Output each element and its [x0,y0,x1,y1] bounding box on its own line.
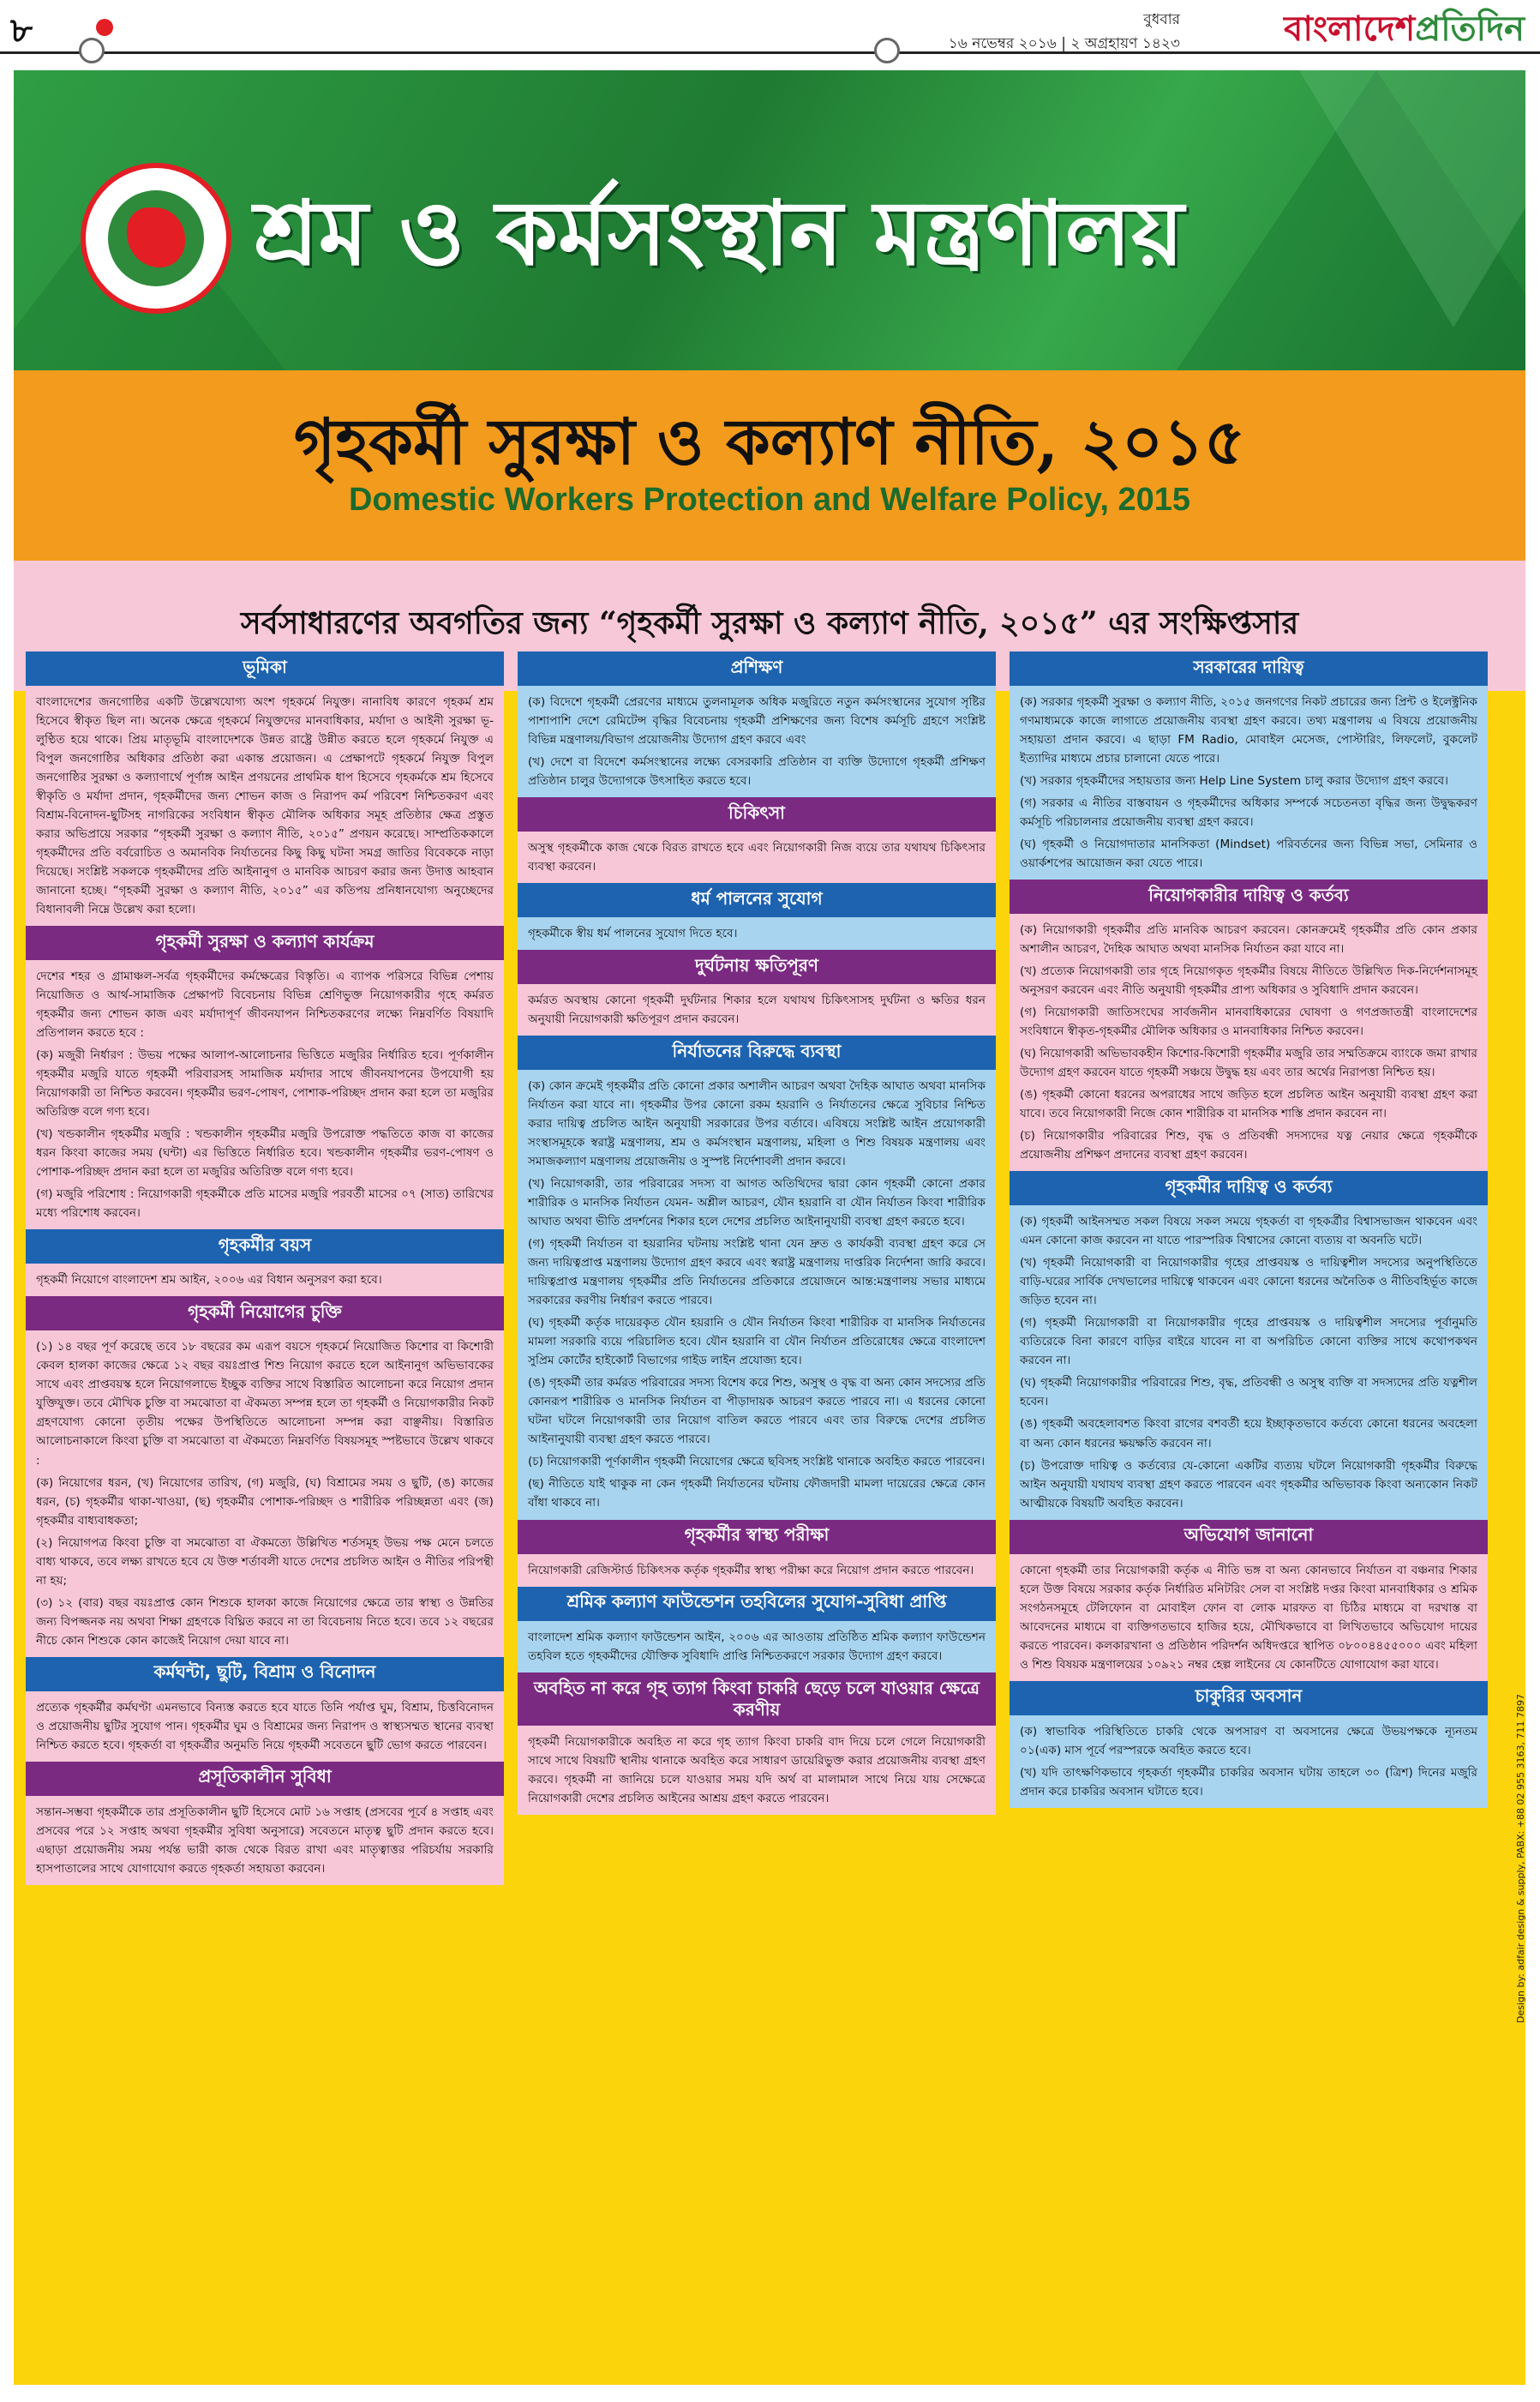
section-heading: গৃহকর্মী সুরক্ষা ও কল্যাণ কার্যক্রম [26,926,504,960]
section-heading: দুর্ঘটনায় ক্ষতিপূরণ [518,950,996,984]
issue-date: ১৬ নভেম্বর ২০১৬ | ২ অগ্রহায়ণ ১৪২৩ [948,35,1180,52]
section-paragraph: (ঘ) গৃহকর্মী কর্তৃক দায়েরকৃত যৌন হয়রানি ও যৌন নির্যাতন কিংবা শারীরিক বা মানসিক নির্যাতনের মামলা সরকারি ব্যয়ে পরিচালিত হবে। যৌন হয়রানি বা যৌন নির্যাতন প্রতিরোধের ক্ষেত্রে বাংলাদেশ সুপ্রিম কোর্টের হাইকোর্ট বিভাগের গাইড লাইন প্রযোজ্য হবে। [528,1316,986,1368]
section-heading: কর্মঘন্টা, ছুটি, বিশ্রাম ও বিনোদন [26,1657,504,1691]
section-body [518,686,996,797]
section-heading: সরকারের দায়িত্ব [1010,652,1488,686]
seal-center [108,190,204,286]
ministry-header [14,70,1525,370]
section-paragraph: (ক) নিয়োগের ধরন, (খ) নিয়োগের তারিখ, (গ) মজুরি, (ঘ) বিশ্রামের সময় ও ছুটি, (ঙ) কাজের ধরন, (চ) গৃহকর্মীর থাকা-খাওয়া, (ছ) গৃহকর্মীর পোশাক-পরিচ্ছদ ও শারীরিক পরিচ্ছন্নতা এবং (জ) গৃহকর্মীর বাধ্যবাধকতা; [36,1475,494,1528]
section-paragraph: (ঘ) নিয়োগকারী অভিভাবকহীন কিশোর-কিশোরী গৃহকর্মীর মজুরি তার সম্মতিক্রমে ব্যাংকে জমা রাখার উদ্যোগ গ্রহণ করবেন যাতে গৃহকর্মী সঞ্চয়ে উদ্বুদ্ধ হয় এবং তার অর্থের নিরাপত্তা নিশ্চিত হয়। [1020,1047,1478,1080]
summary-heading: সর্বসাধারণের অবগতির জন্য “গৃহকর্মী সুরক্ষা ও কল্যাণ নীতি, ২০১৫” এর সংক্ষিপ্তসার [240,605,1299,641]
section-paragraph: (ঘ) গৃহকর্মী ও নিয়োগদাতার মানসিকতা (Mindset) পরিবর্তনের জন্য বিভিন্ন সভা, সেমিনার ও ওয়ার্কশপের আয়োজন করা যেতে পারে। [1020,838,1477,871]
section-heading: অবহিত না করে গৃহ ত্যাগ কিংবা চাকরি ছেড়ে চলে যাওয়ার ক্ষেত্রে করণীয় [518,1672,996,1726]
section-body [518,832,996,883]
section-paragraph: (ঙ) গৃহকর্মী অবহেলাবশত কিংবা রাগের বশবর্তী হয়ে ইচ্ছাকৃতভাবে কর্তব্যে কোনো ধরনের অবহেলা বা অন্য কোন ধরনের ক্ষয়ক্ষতি করবেন না। [1020,1417,1477,1450]
bangladesh-map-icon [127,207,185,267]
section-paragraph: (চ) নিয়োগকারী পূর্ণকালীন গৃহকর্মী নিয়োগের ক্ষেত্রে ছবিসহ সংশ্লিষ্ট থানাকে অবহিত করতে পারবেন। [528,1455,986,1469]
section-paragraph: (খ) খন্ডকালীন গৃহকর্মীর মজুরি : খন্ডকালীন গৃহকর্মীর মজুরি উপরোক্ত পদ্ধতিতে কাজ বা কাজের ধরন কিংবা কাজের সময় (ঘন্টা) এর ভিত্তিতে নির্ধারিত হবে। খন্ডকালীন গৃহকর্মীর ভরণ-পোষণ ও পোশাক-পরিচ্ছদ প্রদান করা হলে তা মজুরির অতিরিক্ত বলে গণ্য হবে। [36,1127,494,1180]
section-paragraph: (খ) দেশে বা বিদেশে কর্মসংস্থানের লক্ষ্যে বেসরকারি প্রতিষ্ঠান বা ব্যক্তি উদ্যোগে গৃহকর্মী প্রশিক্ষণ প্রতিষ্ঠান চালুর উদ্যোগকে উৎসাহিত করতে হবে। [528,755,986,789]
newspaper-masthead [0,0,1540,67]
brand-accent: প্রতিদিন [1415,9,1525,49]
weekday: বুধবার [1143,11,1180,28]
section-paragraph: (ক) স্বাভাবিক পরিস্থিতিতে চাকরি থেকে অপসারণ বা অবসানের ক্ষেত্রে উভয়পক্ষকে ন্যূনতম ০১(এক) মাস পূর্বে পরস্পরকে অবহিত করতে হবে। [1020,1724,1477,1757]
section-body [26,686,504,926]
section-heading: ভূমিকা [26,652,504,686]
ring-icon [874,38,900,63]
section-paragraph: দেশের শহর ও গ্রামাঞ্চল-সর্বত্র গৃহকর্মীদের কর্মক্ষেত্রের বিস্তৃতি। এ ব্যাপক পরিসরে বিভিন্ন পেশায় নিয়োজিত ও আর্থ-সামাজিক প্রেক্ষাপট বিবেচনায় বিভিন্ন শ্রেণিভুক্ত নিয়োগকারীর গৃহে কর্মরত গৃহকর্মীর জন্য শোভন কাজ এবং মর্যাদাপূর্ণ জীবনযাপন নিশ্চিতকরণের লক্ষ্যে নিম্নবর্ণিত বিষয়াদি প্রতিপালন করতে হবে : [36,970,494,1041]
section-paragraph: বাংলাদেশের জনগোষ্ঠির একটি উল্লেখযোগ্য অংশ গৃহকর্মে নিযুক্ত। নানাবিধ কারণে গৃহকর্ম শ্রম হিসেবে স্বীকৃত ছিল না। অনেক ক্ষেত্রে গৃহকর্মে নিযুক্তদের মানবাধিকার, মর্যাদা ও আইনী সুরক্ষা ভূ-লুণ্ঠিত হয়ে থাকে। প্রিয় মাতৃভূমি বাংলাদেশকে উন্নত রাষ্ট্রে উন্নীত করতে হলে গৃহকর্মে নিযুক্ত এ বিপুল জনগোষ্ঠির অধিকার প্রতিষ্ঠা করা একান্ত প্রয়োজন। এ প্রেক্ষাপটে গৃহকর্মে নিযুক্ত বিপুল জনগোষ্ঠির সুরক্ষা ও কল্যাণার্থে পূর্ণাঙ্গ আইন প্রণয়নের প্রাথমিক ধাপ হিসেবে গৃহকর্মকে শ্রম হিসেবে স্বীকৃতি ও মর্যাদা প্রদান, গৃহকর্মীদের জন্য শোভন কাজ ও নিরাপদ কর্ম পরিবেশ নিশ্চিতকরণ এবং বিশ্রাম-বিনোদন-ছুটিসহ নাগরিকের সংবিধান স্বীকৃত মৌলিক অধিকার সমূহ প্রতিষ্ঠার ক্ষেত্র প্রস্তুত করার অভিপ্রায়ে সরকার “গৃহকর্মী সুরক্ষা ও কল্যাণ নীতি, ২০১৫” প্রণয়ন করেছে। সাম্প্রতিককালে গৃহকর্মীদের প্রতি বর্বরোচিত ও অমানবিক নির্যাতনের কিছু কিছু ঘটনা সমগ্র জাতির বিবেককে নাড়া দিয়েছে। সংশ্লিষ্ট সকলকে গৃহকর্মীদের প্রতি আইনানুগ ও মানবিক আচরণ করার জন্য উদাত্ত আহবান জানানো হচ্ছে। “গৃহকর্মী সুরক্ষা ও কল্যাণ নীতি, ২০১৫” এর কতিপয় প্রনিধানযোগ্য অনুচ্ছেদের বিধানাবলী নিম্নে উল্লেখ করা হলো। [36,695,494,917]
section-body [1010,1715,1488,1808]
section-body [518,984,996,1036]
section-paragraph: (গ) সরকার এ নীতির বাস্তবায়ন ও গৃহকর্মীদের অধিকার সম্পর্কে সচেতনতা বৃদ্ধির জন্য উদ্বুদ্ধকরণ কর্মসূচি পরিচালনার প্রয়োজনীয় ব্যবস্থা গ্রহণ করবে। [1020,796,1477,830]
section-heading: গৃহকর্মী নিয়োগের চুক্তি [26,1296,504,1330]
section-body [26,1330,504,1656]
section-body [1010,1205,1488,1519]
section-paragraph: (খ) গৃহকর্মী নিয়োগকারী বা নিয়োগকারীর গৃহের প্রাপ্তবয়স্ক ও দায়িত্বশীল সদস্যের অনুপস্থিতিতে বাড়ি-ঘরের সার্বিক দেখভালের দায়িত্বে থাকবেন এবং কোনো ধরনের অনৈতিক ও নীতিবহির্ভূত কাজে জড়িত হবেন না। [1020,1256,1477,1308]
section-heading: প্রসূতিকালীন সুবিধা [26,1762,504,1796]
section-heading: চাকুরির অবসান [1010,1681,1488,1715]
section-body [518,917,996,950]
section-paragraph: (২) নিয়োগপত্র কিংবা চুক্তি বা সমঝোতা বা ঐকমত্যে উল্লিখিত শর্তসমূহ উভয় পক্ষ মেনে চলতে বাধ্য থাকবে, তবে লক্ষ্য রাখতে হবে যে উক্ত শর্তাবলী যাতে দেশের প্রচলিত আইন ও নীতির পরিপন্থী না হয়; [36,1535,494,1588]
section-body [1010,686,1488,880]
government-seal-icon [81,163,231,314]
section-paragraph: (ক) মজুরী নির্ধারণ : উভয় পক্ষের আলাপ-আলোচনার ভিত্তিতে মজুরির নির্ধারিত হবে। পূর্ণকালীন গৃহকর্মীর মজুরি যাতে গৃহকর্মী পরিবারসহ সামাজিক মর্যাদার সাথে জীবনযাপনের উপযোগী হয় নিয়োগকারী তা নিশ্চিত করবেন। গৃহকর্মীর ভরণ-পোষণ, পোশাক-পরিচ্ছদ প্রদান করা হলে তা মজুরির অতিরিক্ত বলে গণ্য হবে। [36,1048,494,1120]
newspaper-logo [1284,2,1525,59]
page-number: ৮ [10,10,33,51]
section-paragraph: (খ) প্রত্যেক নিয়োগকারী তার গৃহে নিয়োগকৃত গৃহকর্মীর বিষয়ে নীতিতে উল্লিখিত দিক-নির্দেশনাসমূহ অনুসরণ করবেন এবং নীতি অনুযায়ী গৃহকর্মীর প্রাপ্য অধিকার ও সুবিধাদি প্রদান করবেন। [1020,964,1477,998]
section-paragraph: (খ) নিয়োগকারী, তার পরিবারের সদস্য বা আগত অতিথিদের দ্বারা কোন গৃহকর্মী কোনো প্রকার শারীরিক ও মানসিক নির্যাতন যেমন- অশ্লীল আচরণ, যৌন হয়রানি বা যৌন নির্যাতন কিংবা শারীরিক আঘাত অথবা ভীতি প্রদর্শনের শিকার হলে দেশের প্রচলিত আইনানুযায়ী ব্যবস্থা গ্রহণ করতে হবে। [528,1177,986,1229]
section-paragraph: (১) ১৪ বছর পূর্ণ করেছে তবে ১৮ বছরের কম এরূপ বয়সে গৃহকর্মে নিয়োজিত কিশোর বা কিশোরী কেবল হালকা কাজের ক্ষেত্রে ১২ বছর বয়ঃপ্রাপ্ত শিশু নিয়োগ করতে হলে আইনানুগ অভিভাবকের সাথে এবং প্রাপ্তবয়স্ক হলে নিয়োগলাভে ইচ্ছুক ব্যক্তির সাথে বিস্তারিত আলোচনা করে নিয়োগ প্রদান যুক্তিযুক্ত। তবে মৌখিক চুক্তি বা সমঝোতা বা ঐকমত্য সম্পন্ন হলে তা গৃহকর্মী ও নিয়োগকারীর নিকট গ্রহণযোগ্য কোনো তৃতীয় পক্ষের উপস্থিতিতে আলোচনা সম্পন্ন করা বাঞ্ছনীয়। বিস্তারিত আলোচনাকালে কিংবা চুক্তি বা সমঝোতা বা ঐকমত্যে নিম্নবর্ণিত বিষয়সমূহ স্পষ্টভাবে উল্লেখ থাকবে : [36,1340,494,1468]
section-heading: গৃহকর্মীর স্বাস্থ্য পরীক্ষা [518,1520,996,1554]
section-paragraph: বাংলাদেশ শ্রমিক কল্যাণ ফাউন্ডেশন আইন, ২০০৬ এর আওতায় প্রতিষ্ঠিত শ্রমিক কল্যাণ ফাউন্ডেশন তহবিল হতে গৃহকর্মীদের যৌক্তিক সুবিধাদি প্রাপ্তি নিশ্চিতকরণে সরকার উদ্যোগ গ্রহণ করবে। [528,1630,986,1663]
section-body [1010,914,1488,1171]
section-paragraph: প্রত্যেক গৃহকর্মীর কর্মঘণ্টা এমনভাবে বিন্যস্ত করতে হবে যাতে তিনি পর্যাপ্ত ঘুম, বিশ্রাম, চিত্তবিনোদন ও প্রয়োজনীয় ছুটির সুযোগ পান। গৃহকর্মীর ঘুম ও বিশ্রামের জন্য নিরাপদ ও স্বাস্থ্যসম্মত স্থানের ব্যবস্থা নিশ্চিত করতে হবে। গৃহকর্তা বা গৃহকর্ত্রীর অনুমতি নিয়ে গৃহকর্মী সবেতনে ছুটি ভোগ করতে পারবেন। [36,1700,494,1752]
section-paragraph: (খ) সরকার গৃহকর্মীদের সহায়তার জন্য Help Line System চালু করার উদ্যোগ গ্রহণ করবে। [1020,774,1448,789]
section-paragraph: সন্তান-সম্ভবা গৃহকর্মীকে তার প্রসূতিকালীন ছুটি হিসেবে মোট ১৬ সপ্তাহ (প্রসবের পূর্বে ৪ সপ্তাহ এবং প্রসবের পরে ১২ সপ্তাহ অথবা গৃহকর্মীর সুবিধা অনুসারে) সবেতনে মাতৃত্ব ছুটি প্রদান করতে হবে। এছাড়া প্রয়োজনীয় সময় পর্যন্ত ভারী কাজ থেকে বিরত রাখা এবং মাতৃত্বাত্তর পরিচর্যায় সরকারি হাসপাতালের সাথে যোগাযোগ করতে গৃহকর্তা সহায়তা করবেন। [36,1805,494,1876]
section-paragraph: গৃহকর্মীকে স্বীয় ধর্ম পালনের সুযোগ দিতে হবে। [528,927,738,941]
section-heading: গৃহকর্মীর বয়স [26,1229,504,1264]
section-paragraph: (গ) মজুরি পরিশোধ : নিয়োগকারী গৃহকর্মীকে প্রতি মাসের মজুরি পরবর্তী মাসের ০৭ (সাত) তারিখের মধ্যে পরিশোধ করবেন। [36,1187,494,1221]
column-left [26,652,504,1885]
section-body [26,1264,504,1296]
section-paragraph: (ঘ) গৃহকর্মী নিয়োগকারীর পরিবারের শিশু, বৃদ্ধ, প্রতিবন্ধী ও অসুস্থ ব্যক্তি বা সদস্যদের প্রতি যত্নশীল হবেন। [1020,1376,1477,1409]
section-heading: ধর্ম পালনের সুযোগ [518,883,996,917]
section-heading: শ্রমিক কল্যাণ ফাউন্ডেশন তহবিলের সুযোগ-সুবিধা প্রাপ্তি [518,1587,996,1621]
section-paragraph: (ঙ) গৃহকর্মী কোনো ধরনের অপরাধের সাথে জড়িত হলে প্রচলিত আইন অনুযায়ী ব্যবস্থা গ্রহণ করা যাবে। তবে নিয়োগকারী নিজে কোন শারীরিক বা মানসিক শাস্তি প্রদান করবেন না। [1020,1088,1477,1121]
design-credit: Design by: adfair design & supply, PABX: +88 02 955 3163, 711 7897 [1515,1694,1526,2023]
section-paragraph: (ক) নিয়োগকারী গৃহকর্মীর প্রতি মানবিক আচরণ করবেন। কোনক্রমেই গৃহকর্মীর প্রতি কোন প্রকার অশালীন আচরণ, দৈহিক আঘাত অথবা মানসিক নির্যাতন করা যাবে না। [1020,923,1477,957]
section-body [26,1796,504,1885]
section-paragraph: গৃহকর্মী নিয়োগে বাংলাদেশ শ্রম আইন, ২০০৬ এর বিধান অনুসরণ করা হবে। [36,1273,382,1288]
section-paragraph: কোনো গৃহকর্মী তার নিয়োগকারী কর্তৃক এ নীতি ভঙ্গ বা অন্য কোনভাবে নির্যাতন বা বঞ্চনার শিকার হলে উক্ত বিষয়ে সরকার কর্তৃক নির্ধারিত মনিটরিং সেল বা সংশ্লিষ্ট দপ্তর কিংবা মানবাধিকার ও শ্রমিক সংগঠনসমূহে টেলিফোন বা মোবাইল ফোন বা লোক মারফত বা চিঠির মাধ্যমে বা দরখাস্ত বা আবেদনের মাধ্যমে বা ব্যক্তিগতভাবে হাজির হয়ে, মৌখিকভাবে বা লিখিতভাবে অভিযোগ দায়ের করতে পারবেন। কলকারখানা ও প্রতিষ্ঠান পরিদর্শন অধিদপ্তরে স্থাপিত ০৮০০৪৪৫৫০০০ এবং মহিলা ও শিশু বিষয়ক মন্ত্রণালয়ের ১০৯২১ নম্বর হেল্প লাইনের যে কোনটিতে যোগাযোগ করা যাবে। [1020,1563,1477,1672]
section-body [1010,1554,1488,1681]
section-paragraph: গৃহকর্মী নিয়োগকারীকে অবহিত না করে গৃহ ত্যাগ কিংবা চাকরি বাদ দিয়ে চলে গেলে নিয়োগকারী সাথে সাথে বিষয়টি স্থানীয় থানাকে অবহিত করে সাধারণ ডায়েরিভুক্ত করার প্রয়োজনীয় ব্যবস্থা গ্রহণ করবে। গৃহকর্মী না জানিয়ে চলে যাওয়ার সময় যদি অর্থ বা মালামাল সাথে নিয়ে যায় সেক্ষেত্রে নিয়োগকারী দেশের প্রচলিত আইনের আশ্রয় গ্রহণ করতে পারবেন। [528,1734,986,1805]
ministry-title: শ্রম ও কর্মসংস্থান মন্ত্রণালয় [254,180,1184,285]
section-paragraph: (খ) যদি তাৎক্ষণিকভাবে গৃহকর্তা গৃহকর্মীর চাকরির অবসান ঘটায় তাহলে ৩০ (ত্রিশ) দিনের মজুরি প্রদান করে চাকরির অবসান ঘটাতে হবে। [1020,1765,1477,1798]
section-body [518,1070,996,1519]
section-body [26,1691,504,1762]
section-heading: চিকিৎসা [518,797,996,832]
red-dot-decoration [96,19,113,36]
policy-title-band [14,370,1525,561]
section-body [26,960,504,1229]
section-body [518,1621,996,1672]
section-body [518,1554,996,1587]
section-heading: নিয়োগকারীর দায়িত্ব ও কর্তব্য [1010,880,1488,914]
brand-main: বাংলাদেশ [1284,9,1416,49]
section-paragraph: অসুস্থ গৃহকর্মীকে কাজ থেকে বিরত রাখতে হবে এবং নিয়োগকারী নিজ ব্যয়ে তার যথাযথ চিকিৎসার ব্যবস্থা করবেন। [528,841,986,874]
section-paragraph: (গ) গৃহকর্মী নিয়োগকারী বা নিয়োগকারীর গৃহের প্রাপ্তবয়স্ক ও দায়িত্বশীল সদস্যের পূর্বানুমতি ব্যতিরেকে বিনা কারণে বাড়ির বাইরে যাবেন না বা অপরিচিত কোনো ব্যক্তির সাথে কথোপকথন করবেন না। [1020,1316,1477,1368]
section-heading: নির্যাতনের বিরুদ্ধে ব্যবস্থা [518,1036,996,1070]
column-middle [518,652,996,1815]
ring-icon [79,38,105,63]
section-paragraph: (ছ) নীতিতে যাই থাকুক না কেন গৃহকর্মী নির্যাতনের ঘটনায় ফৌজদারী মামলা দায়েরের ক্ষেত্রে কোন বাঁধা থাকবে না। [528,1477,986,1510]
section-paragraph: নিয়োগকারী রেজিস্টার্ড চিকিৎসক কর্তৃক গৃহকর্মীর স্বাস্থ্য পরীক্ষা করে নিয়োগ প্রদান করতে পারবেন। [528,1563,974,1577]
section-paragraph: (চ) নিয়োগকারীর পরিবারের শিশু, বৃদ্ধ ও প্রতিবন্ধী সদস্যদের যত্ন নেয়ার ক্ষেত্রে গৃহকর্মীকে প্রয়োজনীয় প্রশিক্ষণ প্রদানের ব্যবস্থা গ্রহণ করবেন। [1020,1129,1477,1162]
section-heading: অভিযোগ জানানো [1010,1520,1488,1554]
section-paragraph: (ক) কোন ক্রমেই গৃহকর্মীর প্রতি কোনো প্রকার অশালীন আচরণ অথবা দৈহিক আঘাত অথবা মানসিক নির্যাতন করা যাবে না। গৃহকর্মীর উপর কোনো রকম হয়রানি ও নির্যাতনের ক্ষেত্রে সুবিচার নিশ্চিত করার দায়িত্ব প্রচলিত আইন অনুযায়ী সরকারের উপর বর্তাবে। এবিষয়ে সংশ্লিষ্ট আইন প্রয়োগকারী সংস্থাসমূহকে স্বরাষ্ট্র মন্ত্রণালয়, শ্রম ও কর্মসংস্থান মন্ত্রণালয়, মহিলা ও শিশু বিষয়ক মন্ত্রণালয় এবং সমাজকল্যাণ মন্ত্রণালয় প্রয়োজনীয় ও সুস্পষ্ট নির্দেশাবলী প্রদান করবে। [528,1079,986,1169]
policy-title-bangla: গৃহকর্মী সুরক্ষা ও কল্যাণ নীতি, ২০১৫ [293,405,1246,479]
column-right [1010,652,1488,1808]
section-paragraph: (ক) বিদেশে গৃহকর্মী প্রেরণের মাধ্যমে তুলনামূলক অধিক মজুরিতে নতুন কর্মসংস্থানের সুযোগ সৃষ্টির পাশাপাশি দেশে রেমিটেন্স বৃদ্ধির বিবেচনায় গৃহকর্মী প্রশিক্ষণের জন্য বিশেষ কর্মসূচি গ্রহণে সংশ্লিষ্ট বিভিন্ন মন্ত্রণালয়/বিভাগ প্রয়োজনীয় উদ্যোগ গ্রহণ করবে এবং [528,695,986,748]
section-paragraph: (চ) উপরোক্ত দায়িত্ব ও কর্তব্যের যে-কোনো একটির ব্যত্যয় ঘটলে নিয়োগকারী গৃহকর্মীর বিরুদ্ধে আইন অনুযায়ী যথাযথ ব্যবস্থা গ্রহণ করতে পারবেন এবং গৃহকর্মীর অভিভাবক কিংবা অন্যকোন নিকট আত্মীয়কে বিষয়টি অবহিত করবেন। [1020,1458,1477,1510]
section-paragraph: (ক) সরকার গৃহকর্মী সুরক্ষা ও কল্যাণ নীতি, ২০১৫ জনগণের নিকট প্রচারের জন্য প্রিন্ট ও ইলেক্ট্রনিক গণমাধ্যমকে কাজে লাগাতে প্রয়োজনীয় ব্যবস্থা গ্রহণ করবে। তথ্য মন্ত্রণালয় এ বিষয়ে প্রয়োজনীয় সহায়তা প্রদান করবে। এ ছাড়া FM Radio, মোবাইল মেসেজ, পোস্টারিং, লিফলেট, বুকলেট ইত্যাদির মাধ্যমে প্রচার চালানো যেতে পারে। [1020,695,1477,766]
section-paragraph: কর্মরত অবস্থায় কোনো গৃহকর্মী দুর্ঘটনার শিকার হলে যথাযথ চিকিৎসাসহ দুর্ঘটনা ও ক্ষতির ধরন অনুযায়ী নিয়োগকারী ক্ষতিপূরণ প্রদান করবেন। [528,994,986,1027]
section-body [518,1726,996,1815]
section-paragraph: (গ) নিয়োগকারী জাতিসংঘের সার্বজনীন মানবাধিকারের ঘোষণা ও গণপ্রজাতন্ত্রী বাংলাদেশের সংবিধানে স্বীকৃত-গৃহকর্মীর মৌলিক অধিকার ও মানবাধিকার নিশ্চিত করবেন। [1020,1006,1477,1039]
section-paragraph: (ক) গৃহকর্মী আইনসম্মত সকল বিষয়ে সকল সময়ে গৃহকর্তা বা গৃহকর্ত্রীর বিশ্বাসভাজন থাকবেন এবং এমন কোনো কাজ করবেন না যাতে পারস্পরিক বিশ্বাসের কোনো ব্যত্যয় বা অবনতি ঘটে। [1020,1215,1477,1248]
section-heading: গৃহকর্মীর দায়িত্ব ও কর্তব্য [1010,1171,1488,1205]
policy-title-english: Domestic Workers Protection and Welfare Policy, 2015 [348,482,1191,518]
section-heading: প্রশিক্ষণ [518,652,996,686]
section-paragraph: (ঙ) গৃহকর্মী তার কর্মরত পরিবারের সদস্য বিশেষ করে শিশু, অসুস্থ ও বৃদ্ধ বা অন্য কোন সদস্যের প্রতি কোনরূপ শারীরিক ও মানসিক নির্যাতন বা পীড়াদায়ক আচরণ করতে পারবে না। এ ধরনের কোনো ঘটনা ঘটলে নিয়োগকারী তার নিয়োগ বাতিল করতে পারবে এবং তার বিরুদ্ধে দেশের প্রচলিত আইনানুযায়ী ব্যবস্থা গ্রহণ করতে পারবে। [528,1376,986,1447]
section-paragraph: (গ) গৃহকর্মী নির্যাতন বা হয়রানির ঘটনায় সংশ্লিষ্ট থানা যেন দ্রুত ও কার্যকরী ব্যবস্থা গ্রহণ করে সে জন্য দায়িত্বপ্রাপ্ত মন্ত্রণালয় উদ্যোগ গ্রহণ করবে এবং স্বরাষ্ট্র মন্ত্রণালয় দাপ্তরিক নির্দেশনা জারি করবে। দায়িত্বপ্রাপ্ত মন্ত্রণালয় গৃহকর্মীর প্রতি নির্যাতনের প্রতিকারে প্রয়োজনে আন্ত:মন্ত্রণালয় সভার মাধ্যমে সরকারের করণীয় নির্ধারণ করতে পারবে। [528,1237,986,1308]
section-paragraph: (৩) ১২ (বার) বছর বয়ঃপ্রাপ্ত কোন শিশুকে হালকা কাজে নিয়োগের ক্ষেত্রে তার স্বাস্থ্য ও উন্নতির জন্য বিপজ্জনক নয় অথবা শিক্ষা গ্রহণকে বিঘ্নিত করবে না তা বিবেচনায় নিতে হবে। তবে ১২ বছরের নীচে কোন শিশুকে কোন কাজেই নিয়োগ দেয়া যাবে না। [36,1595,494,1648]
